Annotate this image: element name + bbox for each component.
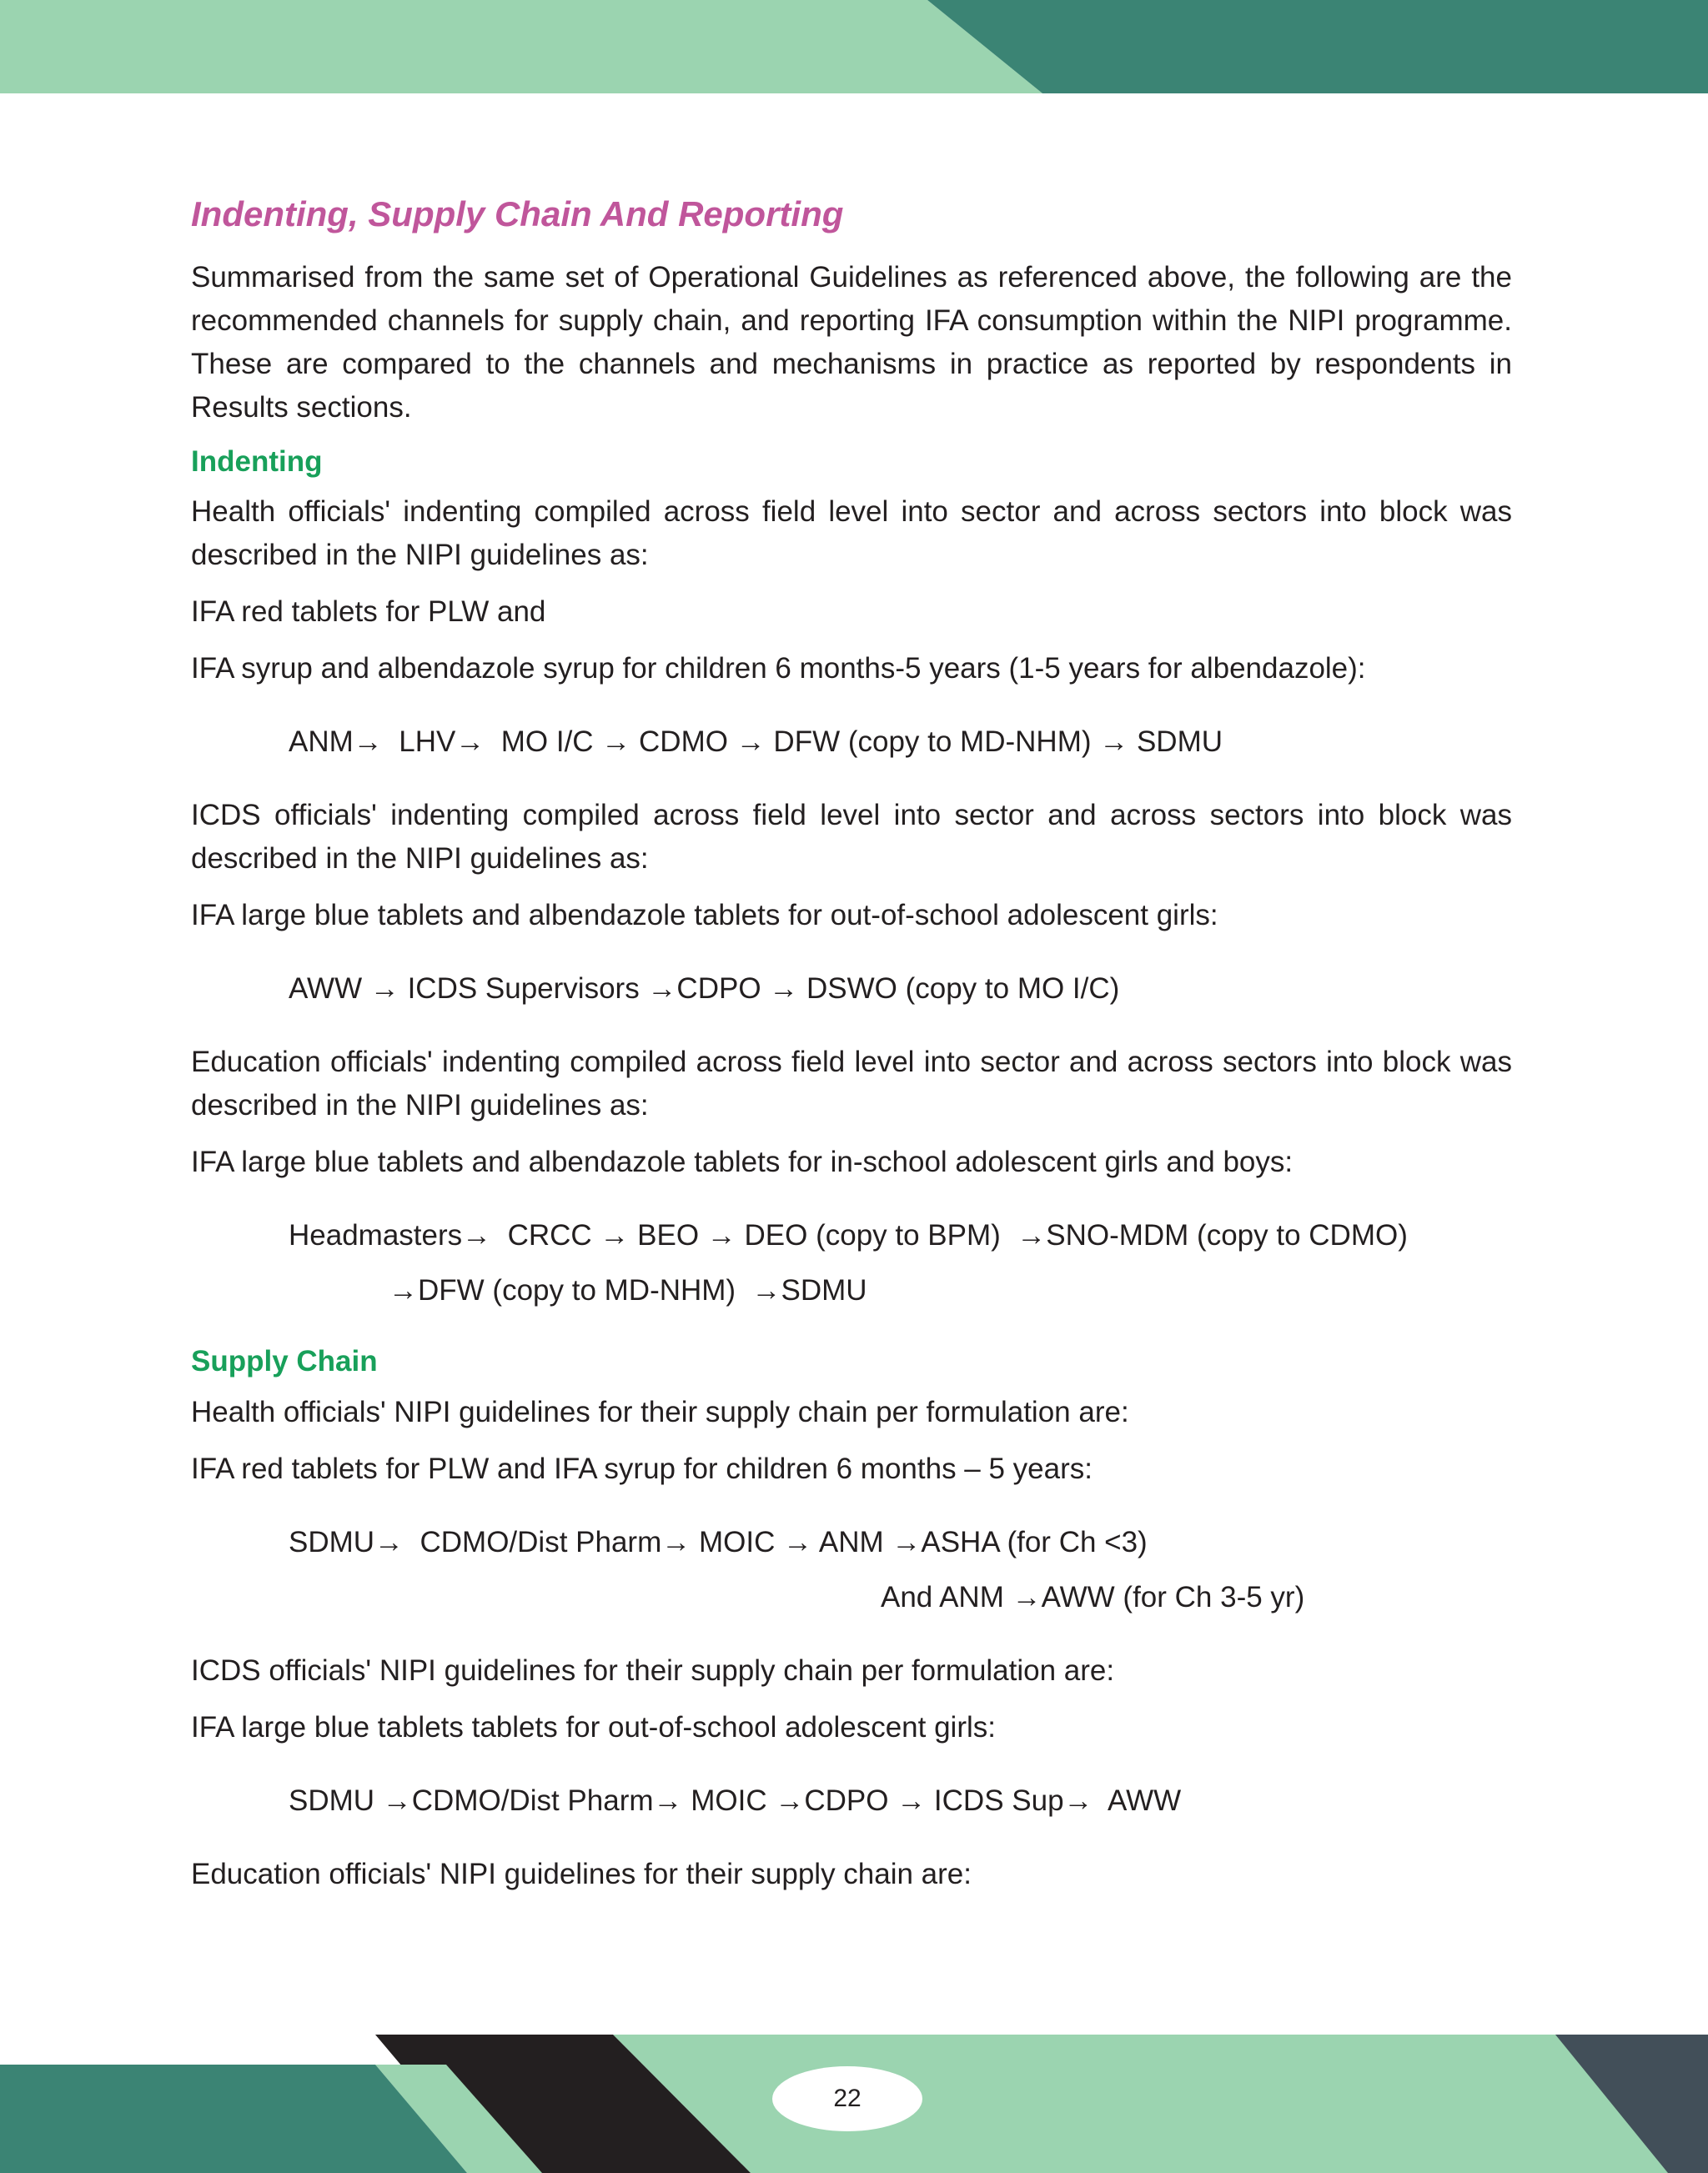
page-number: 22	[772, 2066, 922, 2131]
supply-icds-flow: SDMU →CDMO/Dist Pharm→ MOIC →CDPO → ICDS Sup→ AWW	[289, 1784, 1182, 1817]
indenting-health-desc: Health officials' indenting compiled across field level into sector and across sectors into block was described in the NIPI guidelines as:	[191, 495, 1512, 572]
indenting-icds-item: IFA large blue tablets and albendazole tablets for out-of-school adolescent girls:	[191, 899, 1218, 932]
intro-paragraph: Summarised from the same set of Operational Guidelines as referenced above, the following are the recommended channels for supply chain, and reporting IFA consumption within the NIPI programme. These are compared to the channels and mechanisms in practice as reported by respondents in Results sections.	[191, 260, 1512, 424]
header-decoration	[0, 0, 1708, 93]
supply-edu-desc: Education officials' NIPI guidelines for their supply chain are:	[191, 1857, 972, 1890]
indenting-edu-flow	[289, 1214, 1512, 1312]
indenting-health-flow: ANM→ LHV→ MO I/C → CDMO → DFW (copy to MD-NHM) → SDMU	[289, 725, 1223, 759]
header-light-band	[0, 0, 1042, 93]
header-dark-band	[927, 0, 1708, 93]
page-content	[191, 192, 1512, 1910]
indenting-edu-item: IFA large blue tablets and albendazole tablets for in-school adolescent girls and boys:	[191, 1146, 1294, 1179]
indenting-edu-desc: Education officials' indenting compiled across field level into sector and across sectors into block was described in the NIPI guidelines as:	[191, 1046, 1512, 1122]
supply-chain-heading: Supply Chain	[191, 1345, 378, 1378]
supply-health-flow	[289, 1521, 1512, 1619]
supply-icds-item: IFA large blue tablets tablets for out-of-school adolescent girls:	[191, 1710, 996, 1744]
supply-health-flow-line1: SDMU→ CDMO/Dist Pharm→ MOIC → ANM →ASHA (for Ch <3)	[289, 1525, 1148, 1558]
indenting-icds-flow: AWW → ICDS Supervisors →CDPO → DSWO (copy to MO I/C)	[289, 972, 1120, 1006]
page-title: Indenting, Supply Chain And Reporting	[191, 194, 844, 233]
indenting-icds-desc: ICDS officials' indenting compiled across field level into sector and across sectors into block was described in the NIPI guidelines as:	[191, 799, 1512, 876]
supply-health-desc: Health officials' NIPI guidelines for their supply chain per formulation are:	[191, 1395, 1129, 1428]
indenting-heading: Indenting	[191, 444, 323, 478]
indenting-edu-flow-line1: Headmasters→ CRCC → BEO → DEO (copy to BPM) →SNO-MDM (copy to CDMO)	[289, 1219, 1408, 1252]
supply-health-item: IFA red tablets for PLW and IFA syrup for children 6 months – 5 years:	[191, 1452, 1093, 1485]
indenting-edu-flow-line2: →DFW (copy to MD-NHM) →SDMU	[389, 1274, 867, 1307]
indenting-health-item1: IFA red tablets for PLW and	[191, 595, 546, 629]
supply-icds-desc: ICDS officials' NIPI guidelines for their supply chain per formulation are:	[191, 1654, 1115, 1687]
indenting-health-item2: IFA syrup and albendazole syrup for children 6 months-5 years (1-5 years for albendazole):	[191, 652, 1366, 685]
supply-health-flow-line2: And ANM →AWW (for Ch 3-5 yr)	[881, 1580, 1305, 1613]
